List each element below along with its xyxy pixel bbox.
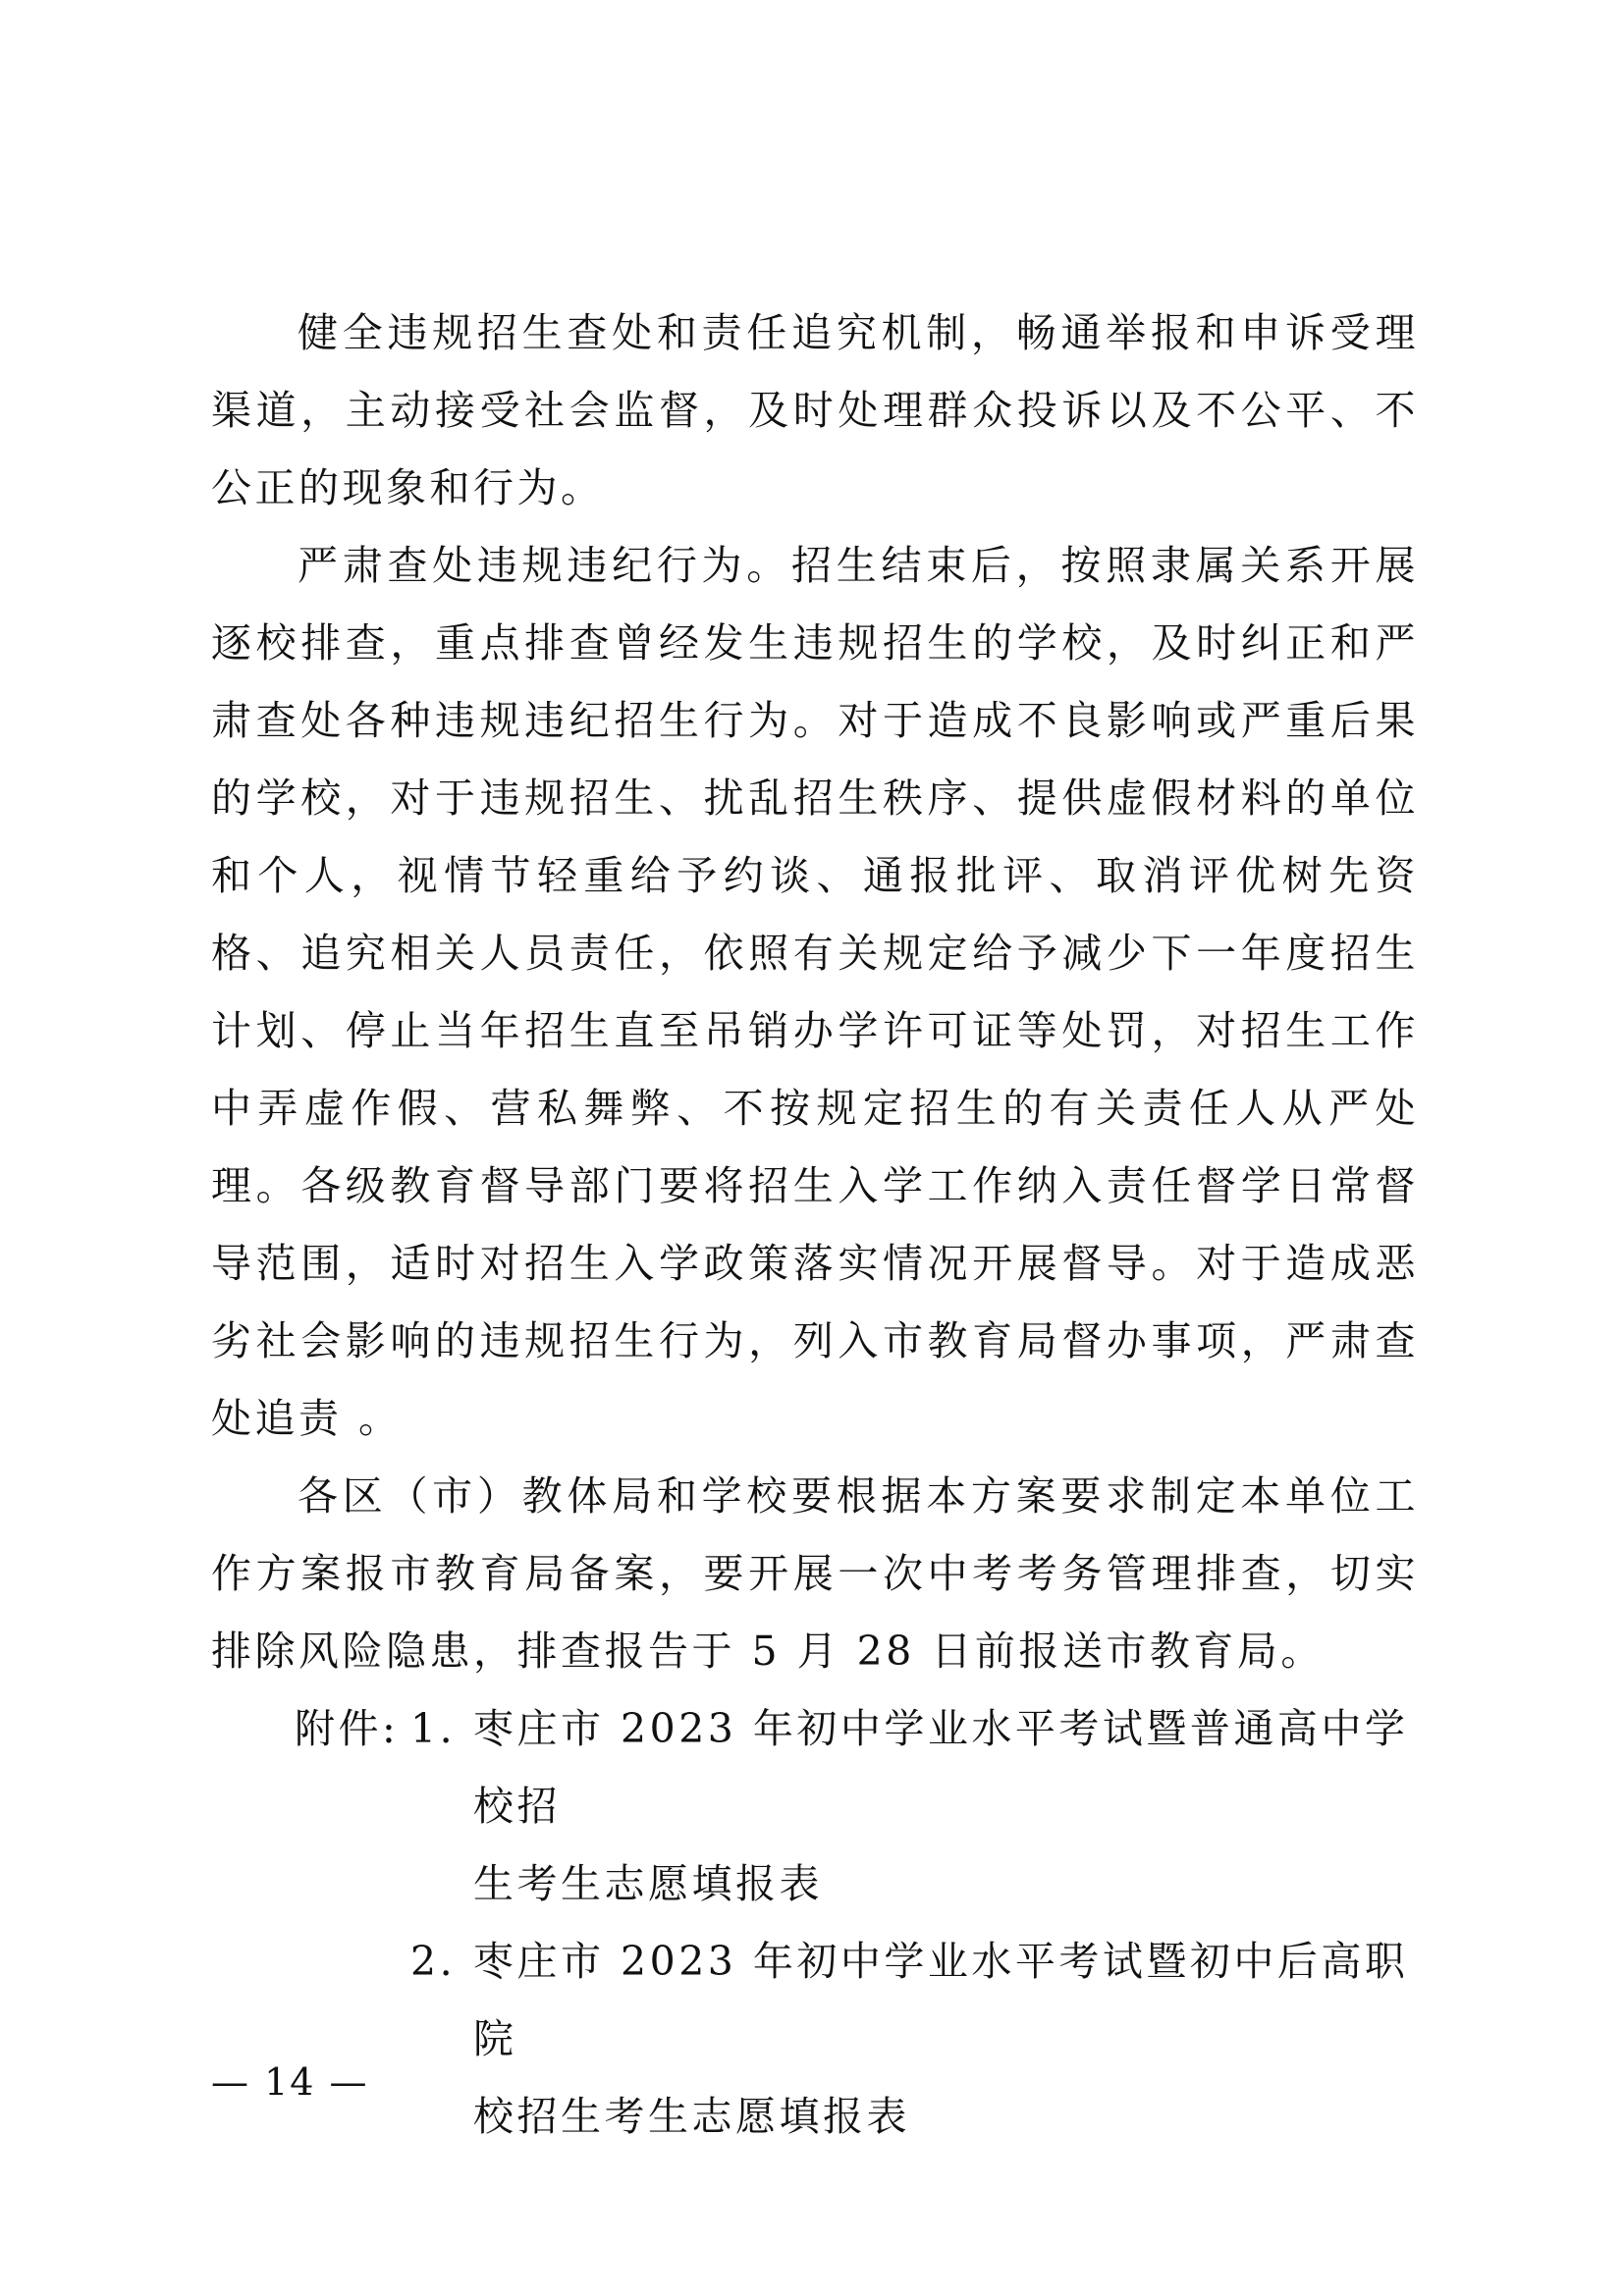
paragraph-accountability: 健全违规招生查处和责任追究机制，畅通举报和申诉受理渠道，主动接受社会监督，及时处理群众投诉以及不公平、不公正的现象和行为。 bbox=[211, 309, 1419, 511]
attachments-list bbox=[295, 1690, 1419, 2156]
body-text bbox=[211, 294, 1419, 1690]
paragraph-filing: 各区（市）教体局和学校要根据本方案要求制定本单位工作方案报市教育局备案，要开展一次中考考务管理排查，切实排除风险隐患，排查报告于 5 月 28 日前报送市教育局。 bbox=[211, 1472, 1419, 1675]
paragraph-violations: 严肃查处违规违纪行为。招生结束后，按照隶属关系开展逐校排查，重点排查曾经发生违规招生的学校，及时纠正和严肃查处各种违规违纪招生行为。对于造成不良影响或严重后果的学校，对于违规招生、扰乱招生秩序、提供虚假材料的单位和个人，视情节轻重给予约谈、通报批评、取消评优树先资格、追究相关人员责任，依照有关规定给予减少下一年度招生计划、停止当年招生直至吊销办学许可证等处罚，对招生工作中弄虚作假、营私舞弊、不按规定招生的有关责任人从严处理。各级教育督导部门要将招生入学工作纳入责任督学日常督导范围，适时对招生入学政策落实情况开展督导。对于造成恶劣社会影响的违规招生行为，列入市教育局督办事项，严肃查处追责 。 bbox=[211, 542, 1419, 1442]
attachment-item-2 bbox=[295, 1923, 1419, 2156]
attachment-title-line: 枣庄市 2023 年初中学业水平考试暨初中后高职院 bbox=[473, 1938, 1409, 2062]
attachment-number: 2. bbox=[410, 1938, 457, 1985]
attachments-label: 附件: bbox=[295, 1705, 400, 1752]
attachment-item-1 bbox=[295, 1690, 1419, 1923]
attachment-title bbox=[410, 1690, 1419, 1923]
attachment-number: 1. bbox=[410, 1705, 457, 1752]
attachment-title-line: 生考生志愿填报表 bbox=[473, 1860, 823, 1907]
page-number: — 14 — bbox=[211, 2060, 369, 2104]
attachment-title-line: 枣庄市 2023 年初中学业水平考试暨普通高中学校招 bbox=[473, 1705, 1409, 1830]
attachment-title-line: 校招生考生志愿填报表 bbox=[473, 2093, 910, 2140]
attachment-title bbox=[410, 1923, 1419, 2156]
